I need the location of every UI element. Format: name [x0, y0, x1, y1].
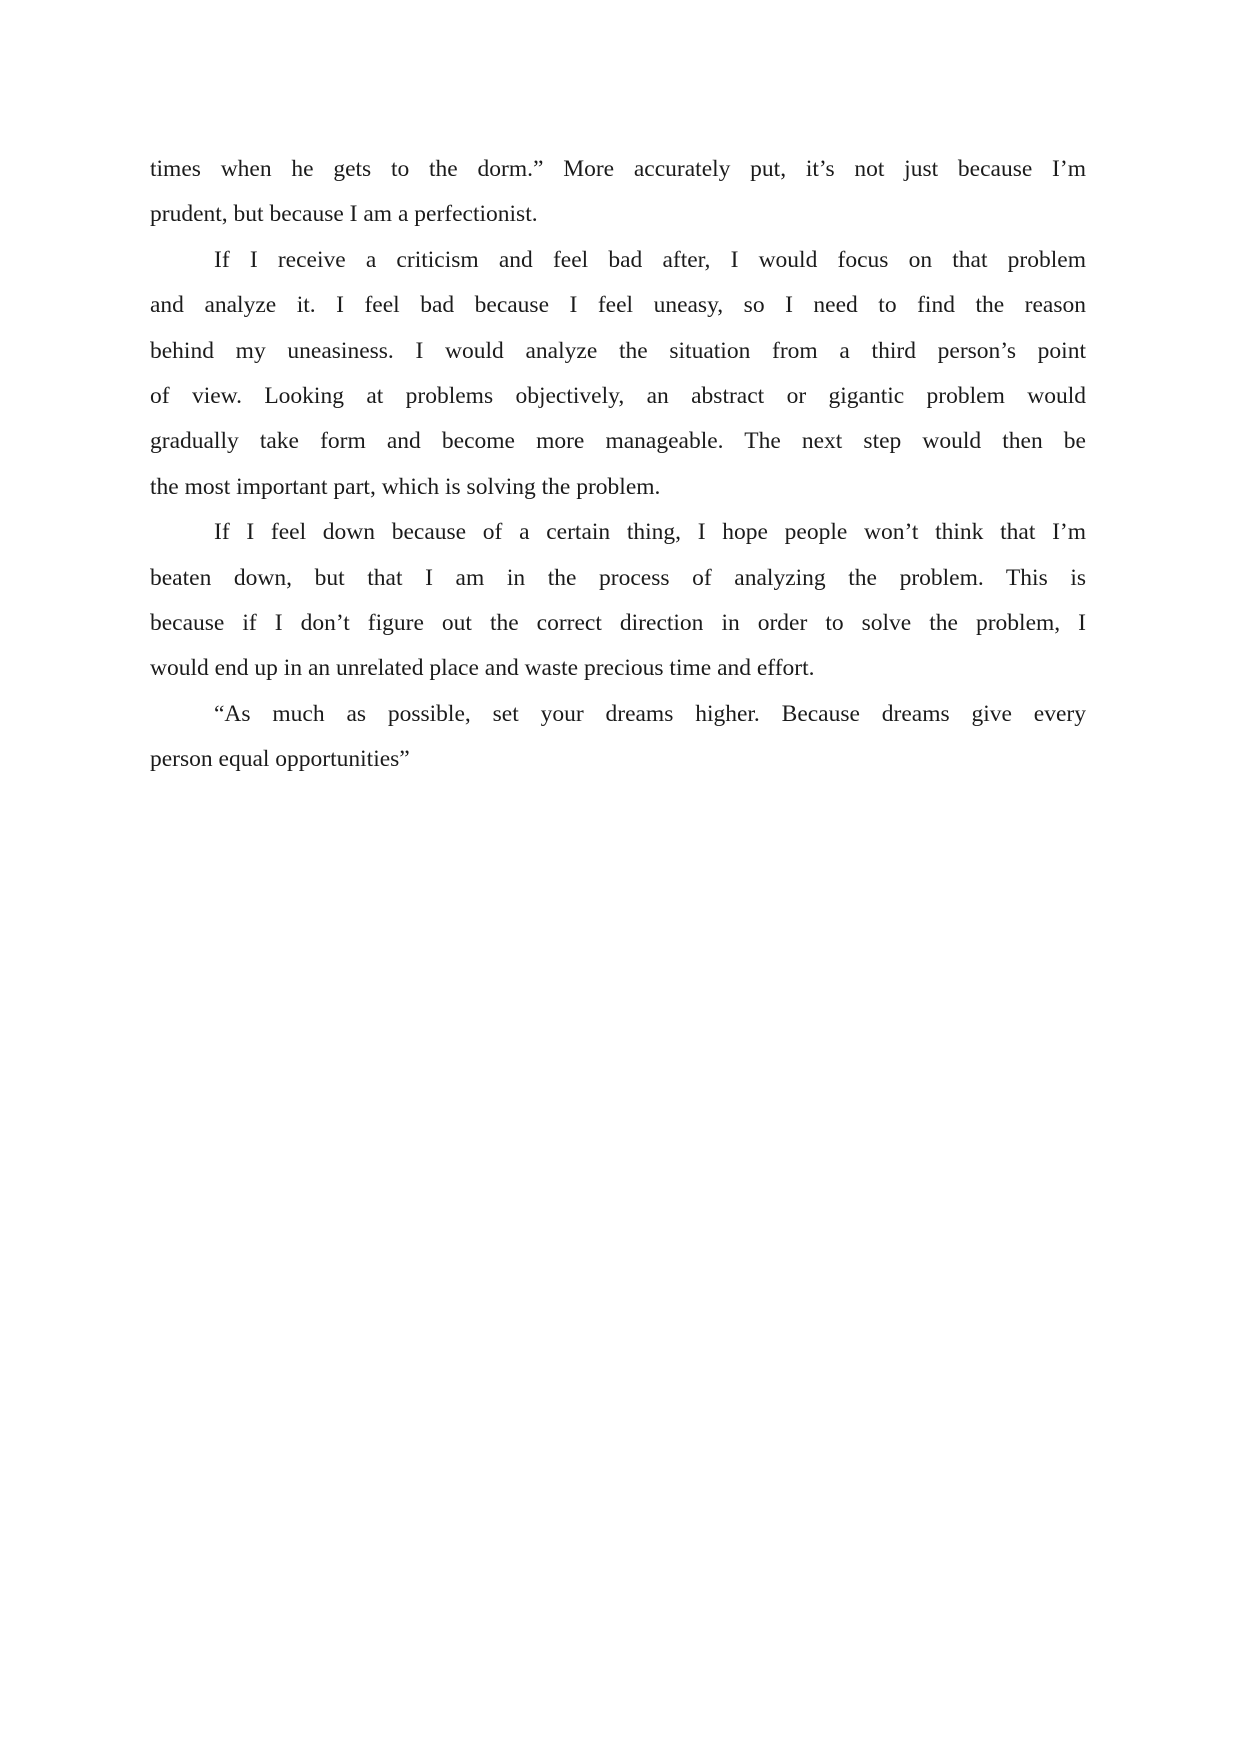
paragraph: [150, 238, 1086, 510]
paragraph: [150, 147, 1086, 238]
text-line: “As much as possible, set your dreams higher. Because dreams give every: [214, 700, 1086, 727]
text-line: gradually take form and become more manageable. The next step would then be: [150, 428, 1086, 455]
text-line: behind my uneasiness. I would analyze the situation from a third person’s point: [150, 337, 1086, 364]
text-line: beaten down, but that I am in the process of analyzing the problem. This is: [150, 564, 1086, 591]
paragraph: [150, 692, 1086, 783]
text-line: because if I don’t figure out the correct direction in order to solve the problem, I: [150, 610, 1086, 637]
text-line: would end up in an unrelated place and waste precious time and effort.: [150, 655, 815, 682]
text-line: times when he gets to the dorm.” More accurately put, it’s not just because I’m: [150, 156, 1086, 182]
text-line: prudent, but because I am a perfectionist.: [150, 201, 538, 228]
text-line: the most important part, which is solving the problem.: [150, 473, 661, 500]
paragraph: [150, 510, 1086, 692]
text-line: of view. Looking at problems objectively, an abstract or gigantic problem would: [150, 383, 1086, 410]
text-line: person equal opportunities”: [150, 746, 410, 773]
text-line: and analyze it. I feel bad because I feel uneasy, so I need to find the reason: [150, 292, 1086, 319]
text-line: If I receive a criticism and feel bad after, I would focus on that problem: [214, 246, 1086, 273]
document-body: [150, 147, 1086, 783]
text-line: If I feel down because of a certain thing, I hope people won’t think that I’m: [214, 519, 1086, 546]
